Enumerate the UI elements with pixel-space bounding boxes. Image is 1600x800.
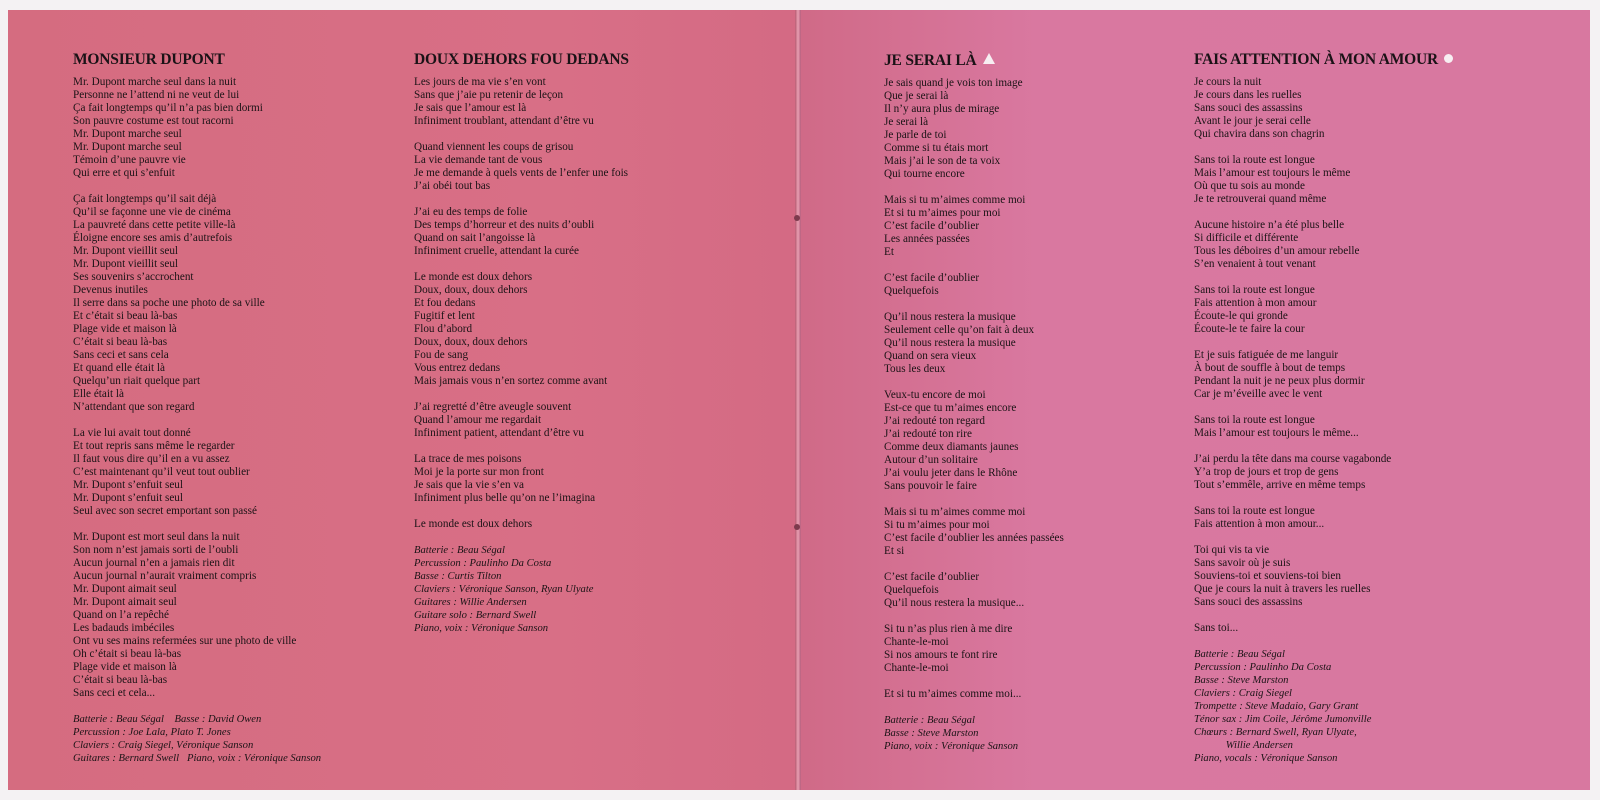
lyric-line: Quand viennent les coups de grisou (414, 141, 574, 153)
lyric-line: Elle était là (73, 388, 124, 400)
lyric-line: Seulement celle qu’on fait à deux (884, 324, 1035, 336)
lyric-line: Quand on sera vieux (884, 350, 977, 362)
lyric-line: La vie lui avait tout donné (73, 427, 191, 439)
lyric-stanza (73, 76, 321, 180)
lyric-line: Sans toi la route est longue (1194, 284, 1315, 296)
lyric-line: La trace de mes poisons (414, 453, 522, 465)
lyric-line: Je parle de toi (884, 129, 947, 141)
lyric-line: Quelquefois (884, 285, 939, 297)
credit-line: Claviers : Craig Siegel, Véronique Sanson (73, 740, 254, 751)
lyric-line: Ça fait longtemps qu’il sait déjà (73, 193, 217, 205)
lyric-line: Il n’y aura plus de mirage (884, 103, 1000, 115)
lyric-line: Je sais que l’amour est là (414, 102, 527, 114)
lyric-line: Le monde est doux dehors (414, 271, 533, 283)
lyric-line: Des temps d’horreur et des nuits d’oubli (414, 219, 595, 231)
lyric-line: La pauvreté dans cette petite ville-là (73, 219, 236, 231)
lyric-line: Vous entrez dedans (414, 362, 501, 374)
lyric-line: Plage vide et maison là (73, 661, 177, 673)
lyric-line: Qu’il nous restera la musique... (884, 597, 1025, 609)
lyric-line: Sans toi la route est longue (1194, 414, 1315, 426)
credit-line: Piano, voix : Véronique Sanson (884, 741, 1019, 752)
lyric-stanza (414, 401, 629, 440)
lyric-line: Je sais quand je vois ton image (884, 77, 1023, 89)
lyric-stanza (884, 311, 1064, 376)
lyric-stanza (884, 623, 1064, 675)
lyric-line: Et je suis fatiguée de me languir (1194, 349, 1339, 361)
lyric-stanza (414, 453, 629, 505)
song-title (1194, 53, 1453, 66)
lyric-line: Oh c’était si beau là-bas (73, 648, 182, 660)
lyric-stanza (884, 389, 1064, 493)
lyric-stanza (414, 76, 629, 128)
lyric-line: Chante-le-moi (884, 636, 949, 648)
staple (794, 215, 800, 221)
credit-line: Batterie : Beau Ségal Basse : David Owen (73, 714, 262, 725)
lyric-line: À bout de souffle à bout de temps (1194, 362, 1346, 374)
lyric-line: Doux, doux, doux dehors (414, 284, 528, 296)
lyric-line: Sans toi la route est longue (1194, 505, 1315, 517)
lyric-line: Si difficile et différente (1194, 232, 1299, 244)
lyric-line: S’en venaient à tout venant (1194, 258, 1316, 270)
lyric-line: Autour d’un solitaire (884, 454, 978, 466)
lyric-line: Mais jamais vous n’en sortez comme avant (414, 375, 608, 387)
lyric-line: Mais si tu m’aimes comme moi (884, 506, 1026, 518)
lyric-line: Aucun journal n’en a jamais rien dit (73, 557, 235, 569)
lyric-line: Souviens-toi et souviens-toi bien (1194, 570, 1341, 582)
lyric-line: Mr. Dupont marche seul (73, 141, 182, 153)
lyric-line: C’était si beau là-bas (73, 336, 168, 348)
lyric-line: Sans toi la route est longue (1194, 154, 1315, 166)
credit-line: Batterie : Beau Ségal (414, 545, 505, 556)
lyric-line: Ses souvenirs s’accrochent (73, 271, 194, 283)
lyric-line: Et tout repris sans même le regarder (73, 440, 235, 452)
lyric-line: Écoute-le qui gronde (1194, 310, 1288, 322)
song-title-text: JE SERAI LÀ (884, 52, 977, 69)
lyric-line: Qui tourne encore (884, 168, 965, 180)
lyric-line: Veux-tu encore de moi (884, 389, 986, 401)
lyric-line: Comme si tu étais mort (884, 142, 989, 154)
lyric-line: Mr. Dupont vieillit seul (73, 258, 179, 270)
credit-line: Percussion : Paulinho Da Costa (1194, 662, 1332, 673)
credit-line: Willie Andersen (1194, 740, 1293, 751)
lyric-line: Quelquefois (884, 584, 939, 596)
lyric-line: Et si tu m’aimes comme moi... (884, 688, 1022, 700)
credit-line: Ténor sax : Jim Coile, Jérôme Jumonville (1194, 714, 1372, 725)
musician-credits (1194, 648, 1453, 765)
credit-line: Percussion : Paulinho Da Costa (414, 558, 552, 569)
lyric-stanza (884, 506, 1064, 558)
lyric-line: Car je m’éveille avec le vent (1194, 388, 1323, 400)
lyric-line: Flou d’abord (414, 323, 473, 335)
lyric-line: Qui chavira dans son chagrin (1194, 128, 1325, 140)
lyric-stanza (1194, 622, 1453, 635)
lyric-line: Sans toi... (1194, 622, 1239, 634)
lyric-line: J’ai obéi tout bas (414, 180, 491, 192)
lyric-stanza (414, 271, 629, 388)
lyric-line: C’est facile d’oublier (884, 571, 980, 583)
lyric-stanza (414, 518, 629, 531)
lyric-line: Infiniment troublant, attendant d’être vu (414, 115, 594, 127)
lyric-line: Je te retrouverai quand même (1194, 193, 1327, 205)
lyric-line: Sans que j’aie pu retenir de leçon (414, 89, 564, 101)
lyric-line: Personne ne l’attend ni ne veut de lui (73, 89, 240, 101)
credit-line: Guitares : Bernard Swell Piano, voix : Véronique Sanson (73, 753, 322, 764)
song-title-text: FAIS ATTENTION À MON AMOUR (1194, 51, 1438, 68)
lyric-line: Doux, doux, doux dehors (414, 336, 528, 348)
lyric-line: Ça fait longtemps qu’il n’a pas bien dormi (73, 102, 263, 114)
lyric-line: Sans souci des assassins (1194, 596, 1303, 608)
lyric-line: Je serai là (884, 116, 929, 128)
lyric-line: C’est facile d’oublier (884, 272, 980, 284)
lyric-line: Chante-le-moi (884, 662, 949, 674)
lyric-line: Je cours la nuit (1194, 76, 1262, 88)
lyric-line: Et fou dedans (414, 297, 476, 309)
credit-line: Batterie : Beau Ségal (1194, 649, 1285, 660)
lyric-line: Infiniment plus belle qu’on ne l’imagina (414, 492, 596, 504)
lyric-line: Mr. Dupont aimait seul (73, 596, 177, 608)
lyric-line: Sans ceci et cela... (73, 687, 155, 699)
lyric-stanza (73, 193, 321, 414)
lyric-line: J’ai regretté d’être aveugle souvent (414, 401, 572, 413)
lyric-line: Les jours de ma vie s’en vont (414, 76, 546, 88)
lyric-line: Il faut vous dire qu’il en a vu assez (73, 453, 230, 465)
lyric-line: Sans souci des assassins (1194, 102, 1303, 114)
lyric-line: Mr. Dupont marche seul (73, 128, 182, 140)
credit-line: Piano, voix : Véronique Sanson (414, 623, 549, 634)
lyric-line: Mais l’amour est toujours le même... (1194, 427, 1359, 439)
lyric-line: Les années passées (884, 233, 970, 245)
lyric-line: Mais l’amour est toujours le même (1194, 167, 1351, 179)
lyric-line: J’ai voulu jeter dans le Rhône (884, 467, 1018, 479)
lyric-line: J’ai redouté ton rire (884, 428, 972, 440)
lyric-line: Je me demande à quels vents de l’enfer une fois (414, 167, 629, 179)
lyric-stanza (73, 531, 321, 700)
lyric-line: Qui erre et qui s’enfuit (73, 167, 175, 179)
staple (794, 524, 800, 530)
credit-line: Chœurs : Bernard Swell, Ryan Ulyate, (1194, 727, 1357, 738)
lyric-line: Toi qui vis ta vie (1194, 544, 1270, 556)
lyric-line: Si tu n’as plus rien à me dire (884, 623, 1013, 635)
lyric-line: Que je serai là (884, 90, 949, 102)
lyric-stanza (1194, 76, 1453, 141)
lyric-line: Seul avec son secret emportant son passé (73, 505, 257, 517)
lyric-line: Quand on l’a repêché (73, 609, 169, 621)
credit-line: Basse : Curtis Tilton (414, 571, 502, 582)
song-fais-attention-a-mon-amour (1194, 53, 1453, 765)
lyric-line: Sans savoir où je suis (1194, 557, 1291, 569)
lyric-stanza (1194, 505, 1453, 531)
lyric-line: La vie demande tant de vous (414, 154, 543, 166)
lyric-line: Tout s’emmêle, arrive en même temps (1194, 479, 1366, 491)
lyric-line: Quelqu’un riait quelque part (73, 375, 201, 387)
credit-line: Piano, vocals : Véronique Sanson (1194, 753, 1338, 764)
lyric-line: Et si tu m’aimes pour moi (884, 207, 1001, 219)
lyric-stanza (884, 77, 1064, 181)
lyric-line: N’attendant que son regard (73, 401, 195, 413)
lyric-line: Aucun journal n’aurait vraiment compris (73, 570, 257, 582)
circle-icon (1444, 54, 1453, 63)
credit-line: Percussion : Joe Lala, Plato T. Jones (73, 727, 231, 738)
lyric-stanza (884, 194, 1064, 259)
lyric-line: Je cours dans les ruelles (1194, 89, 1302, 101)
lyric-line: Mais j’ai le son de ta voix (884, 155, 1001, 167)
lyric-line: Mr. Dupont s’enfuit seul (73, 492, 184, 504)
lyric-line: Sans ceci et sans cela (73, 349, 169, 361)
lyric-stanza (884, 272, 1064, 298)
lyric-line: Tous les déboires d’un amour rebelle (1194, 245, 1360, 257)
lyric-line: Infiniment patient, attendant d’être vu (414, 427, 584, 439)
lyric-line: Mr. Dupont aimait seul (73, 583, 177, 595)
lyric-line: Plage vide et maison là (73, 323, 177, 335)
credit-line: Basse : Steve Marston (884, 728, 979, 739)
lyric-line: Aucune histoire n’a été plus belle (1194, 219, 1345, 231)
lyric-line: Sans pouvoir le faire (884, 480, 977, 492)
lyric-line: J’ai perdu la tête dans ma course vagabonde (1194, 453, 1392, 465)
lyric-line: Et c’était si beau là-bas (73, 310, 178, 322)
song-title (884, 53, 1064, 67)
lyric-stanza (1194, 284, 1453, 336)
lyric-line: Devenus inutiles (73, 284, 148, 296)
lyric-line: Qu’il se façonne une vie de cinéma (73, 206, 231, 218)
musician-credits (73, 713, 321, 765)
lyric-line: Où que tu sois au monde (1194, 180, 1305, 192)
song-doux-dehors-fou-dedans (414, 53, 629, 635)
lyric-line: Infiniment cruelle, attendant la curée (414, 245, 579, 257)
lyric-line: Si nos amours te font rire (884, 649, 998, 661)
lyric-line: Ont vu ses mains refermées sur une photo de ville (73, 635, 297, 647)
lyric-line: Qu’il nous restera la musique (884, 337, 1016, 349)
credit-line: Batterie : Beau Ségal (884, 715, 975, 726)
lyric-stanza (884, 688, 1064, 701)
lyric-line: Mr. Dupont s’enfuit seul (73, 479, 184, 491)
lyric-line: Fugitif et lent (414, 310, 475, 322)
lyric-stanza (73, 427, 321, 518)
lyric-line: C’était si beau là-bas (73, 674, 168, 686)
lyric-line: Les badauds imbéciles (73, 622, 175, 634)
lyric-line: Fais attention à mon amour (1194, 297, 1317, 309)
lyric-stanza (1194, 154, 1453, 206)
credit-line: Claviers : Craig Siegel (1194, 688, 1292, 699)
lyric-line: Moi je la porte sur mon front (414, 466, 544, 478)
lyric-line: C’est maintenant qu’il veut tout oublier (73, 466, 250, 478)
lyric-line: C’est facile d’oublier les années passées (884, 532, 1064, 544)
lyric-line: Fais attention à mon amour... (1194, 518, 1325, 530)
lyric-stanza (884, 571, 1064, 610)
lyric-line: Éloigne encore ses amis d’autrefois (73, 232, 233, 244)
lyric-stanza (414, 206, 629, 258)
lyric-stanza (414, 141, 629, 193)
triangle-icon (983, 53, 995, 64)
lyric-line: Y’a trop de jours et trop de gens (1194, 466, 1339, 478)
lyric-stanza (1194, 349, 1453, 401)
musician-credits (884, 714, 1064, 753)
lyric-line: Et quand elle était là (73, 362, 165, 374)
lyric-line: Il serre dans sa poche une photo de sa ville (73, 297, 265, 309)
lyric-line: Mr. Dupont vieillit seul (73, 245, 179, 257)
lyric-line: Avant le jour je serai celle (1194, 115, 1311, 127)
song-monsieur-dupont (73, 53, 321, 765)
lyric-line: Est-ce que tu m’aimes encore (884, 402, 1017, 414)
musician-credits (414, 544, 629, 635)
lyric-line: Son nom n’est jamais sorti de l’oubli (73, 544, 239, 556)
lyric-line: Et (884, 246, 894, 258)
lyric-line: Qu’il nous restera la musique (884, 311, 1016, 323)
song-title: DOUX DEHORS FOU DEDANS (414, 51, 629, 68)
lyric-line: Que je cours la nuit à travers les ruelles (1194, 583, 1371, 595)
credit-line: Claviers : Véronique Sanson, Ryan Ulyate (414, 584, 594, 595)
lyric-line: Tous les deux (884, 363, 946, 375)
credit-line: Basse : Steve Marston (1194, 675, 1289, 686)
lyric-line: Et si (884, 545, 905, 557)
lyric-line: Pendant la nuit je ne peux plus dormir (1194, 375, 1365, 387)
lyric-line: Quand on sait l’angoisse là (414, 232, 536, 244)
credit-line: Trompette : Steve Madaio, Gary Grant (1194, 701, 1359, 712)
lyric-line: Fou de sang (414, 349, 469, 361)
lyric-line: C’est facile d’oublier (884, 220, 980, 232)
lyric-stanza (1194, 453, 1453, 492)
lyric-line: Mais si tu m’aimes comme moi (884, 194, 1026, 206)
lyric-line: Son pauvre costume est tout racorni (73, 115, 234, 127)
lyric-line: Écoute-le te faire la cour (1194, 323, 1305, 335)
lyric-stanza (1194, 544, 1453, 609)
lyric-line: Si tu m’aimes pour moi (884, 519, 990, 531)
lyric-line: J’ai redouté ton regard (884, 415, 985, 427)
credit-line: Guitares : Willie Andersen (414, 597, 527, 608)
lyric-stanza (1194, 219, 1453, 271)
lyric-stanza (1194, 414, 1453, 440)
lyric-line: Le monde est doux dehors (414, 518, 533, 530)
song-je-serai-la (884, 53, 1064, 753)
credit-line: Guitare solo : Bernard Swell (414, 610, 537, 621)
lyric-line: Comme deux diamants jaunes (884, 441, 1019, 453)
lyric-line: Mr. Dupont marche seul dans la nuit (73, 76, 237, 88)
lyric-line: Je sais que la vie s’en va (414, 479, 524, 491)
lyric-line: J’ai eu des temps de folie (414, 206, 528, 218)
song-title: MONSIEUR DUPONT (73, 51, 225, 68)
booklet-spine (795, 10, 801, 790)
lyric-line: Quand l’amour me regardait (414, 414, 542, 426)
lyric-line: Témoin d’une pauvre vie (73, 154, 186, 166)
lyric-line: Mr. Dupont est mort seul dans la nuit (73, 531, 240, 543)
